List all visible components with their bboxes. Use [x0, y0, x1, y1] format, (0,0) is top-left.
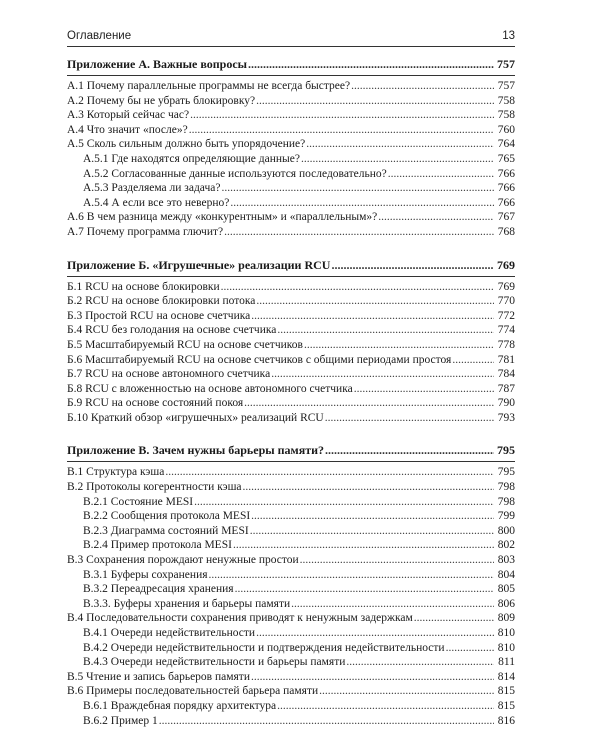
- section-title: Приложение В. Зачем нужны барьеры памяти?: [67, 443, 325, 458]
- dot-leader: [209, 568, 494, 583]
- dot-leader: [251, 309, 494, 324]
- entry-label: Б.5 Масштабируемый RCU на основе счетчиков: [67, 338, 303, 351]
- toc-entry[interactable]: [67, 152, 515, 167]
- section-spacer: [67, 425, 515, 439]
- section-title-row[interactable]: [67, 439, 515, 462]
- entry-page-number: 765: [497, 152, 515, 165]
- toc-entry[interactable]: [67, 568, 515, 583]
- entry-label: А.2 Почему бы не убрать блокировку?: [67, 94, 256, 107]
- entry-page-number: 809: [497, 612, 515, 625]
- entry-label: В.6.1 Враждебная порядку архитектура: [83, 699, 277, 712]
- entry-label: А.5.2 Согласованные данные используются последовательно?: [83, 167, 387, 180]
- section-page-number: 769: [497, 257, 515, 272]
- toc-entry[interactable]: [67, 495, 515, 510]
- toc-entry[interactable]: [67, 611, 515, 626]
- entry-page-number: 810: [497, 627, 515, 639]
- entry-label: В.3 Сохранения порождают ненужные простои: [67, 554, 299, 567]
- toc-entry[interactable]: [67, 79, 515, 94]
- dot-leader: [452, 353, 494, 368]
- entry-page-number: 799: [497, 510, 515, 523]
- entry-label: Б.10 Краткий обзор «игрушечных» реализаций RCU: [67, 411, 324, 424]
- dot-leader: [256, 626, 494, 641]
- dot-leader: [244, 396, 494, 411]
- toc-entry[interactable]: [67, 465, 515, 480]
- dot-leader: [277, 323, 494, 338]
- dot-leader: [446, 641, 494, 656]
- entry-page-number: 766: [497, 196, 515, 209]
- toc-entry[interactable]: [67, 655, 515, 670]
- entry-page-number: 814: [497, 670, 515, 683]
- entry-page-number: 768: [497, 225, 515, 238]
- toc-entry[interactable]: [67, 137, 515, 152]
- toc-entry[interactable]: [67, 480, 515, 495]
- toc-entry[interactable]: [67, 323, 515, 338]
- toc-entry[interactable]: [67, 597, 515, 612]
- entry-label: В.4.1 Очереди недействительности: [83, 627, 256, 639]
- dot-leader: [159, 714, 494, 729]
- dot-leader: [190, 108, 494, 123]
- toc-entry[interactable]: [67, 225, 515, 240]
- entry-page-number: 793: [497, 411, 515, 424]
- toc-entry[interactable]: [67, 684, 515, 699]
- toc-entry[interactable]: [67, 94, 515, 109]
- entry-label: Б.9 RCU на основе состояний покоя: [67, 397, 244, 410]
- section-title-row[interactable]: [67, 254, 515, 277]
- toc-entry[interactable]: [67, 353, 515, 368]
- toc-section: [67, 53, 515, 240]
- dot-leader: [331, 254, 494, 276]
- header-title: Оглавление: [67, 30, 132, 42]
- dot-leader: [224, 225, 494, 240]
- entry-page-number: 766: [497, 182, 515, 195]
- toc-entry[interactable]: [67, 123, 515, 138]
- toc-entry[interactable]: [67, 280, 515, 295]
- entry-page-number: 769: [497, 280, 515, 293]
- dot-leader: [354, 382, 494, 397]
- toc-entry[interactable]: [67, 670, 515, 685]
- toc-entry[interactable]: [67, 641, 515, 656]
- section-title: Приложение А. Важные вопросы: [67, 57, 248, 71]
- entry-label: В.6.2 Пример 1: [83, 714, 158, 727]
- header-rule: [67, 46, 515, 47]
- toc-entry[interactable]: [67, 396, 515, 411]
- toc-entry[interactable]: [67, 294, 515, 309]
- section-spacer: [67, 240, 515, 254]
- dot-leader: [165, 465, 494, 480]
- entry-page-number: 804: [497, 568, 515, 581]
- toc-entry[interactable]: [67, 411, 515, 426]
- entry-page-number: 810: [497, 641, 515, 654]
- dot-leader: [306, 137, 494, 152]
- entry-page-number: 772: [497, 309, 515, 322]
- dot-leader: [221, 181, 494, 196]
- dot-leader: [291, 597, 494, 612]
- entry-page-number: 767: [497, 211, 515, 224]
- entry-label: Б.1 RCU на основе блокировки: [67, 280, 220, 293]
- entry-label: А.1 Почему параллельные программы не всегда быстрее?: [67, 80, 351, 92]
- toc-entry[interactable]: [67, 538, 515, 553]
- dot-leader: [351, 79, 494, 94]
- section-title: Приложение Б. «Игрушечные» реализации RCU: [67, 257, 331, 272]
- entry-label: Б.2 RCU на основе блокировки потока: [67, 295, 256, 308]
- dot-leader: [256, 94, 494, 109]
- entry-page-number: 781: [497, 353, 515, 366]
- toc-entry[interactable]: [67, 108, 515, 123]
- dot-leader: [304, 338, 494, 353]
- dot-leader: [251, 509, 494, 524]
- dot-leader: [233, 538, 494, 553]
- entry-label: В.2 Протоколы когерентности кэша: [67, 481, 242, 494]
- dot-leader: [271, 367, 494, 382]
- entry-label: В.4 Последовательности сохранения приводят к ненужным задержкам: [67, 612, 413, 625]
- toc-entry[interactable]: [67, 714, 515, 729]
- toc-entry[interactable]: [67, 509, 515, 524]
- dot-leader: [300, 553, 494, 568]
- dot-leader: [346, 655, 494, 670]
- dot-leader: [248, 53, 494, 75]
- entry-label: А.5 Сколь сильным должно быть упорядочение?: [67, 138, 306, 151]
- entry-label: А.5.1 Где находятся определяющие данные?: [83, 152, 300, 165]
- entry-page-number: 774: [497, 324, 515, 337]
- dot-leader: [388, 167, 494, 182]
- dot-leader: [189, 123, 494, 138]
- entry-page-number: 770: [497, 295, 515, 308]
- dot-leader: [277, 699, 494, 714]
- dot-leader: [325, 411, 494, 426]
- entry-label: А.5.3 Разделяема ли задача?: [83, 182, 221, 195]
- dot-leader: [251, 670, 494, 685]
- entry-label: В.4.2 Очереди недействительности и подтверждения недействительности: [83, 641, 445, 654]
- entry-page-number: 805: [497, 583, 515, 596]
- toc-entry[interactable]: [67, 181, 515, 196]
- entry-label: В.4.3 Очереди недействительности и барьеры памяти: [83, 656, 346, 669]
- dot-leader: [230, 196, 494, 211]
- section-page-number: 795: [497, 443, 515, 458]
- entry-label: В.3.3. Буферы хранения и барьеры памяти: [83, 597, 291, 610]
- header-page-number: 13: [502, 30, 515, 42]
- toc-entry[interactable]: [67, 309, 515, 324]
- toc-section: [67, 254, 515, 426]
- toc-entry[interactable]: [67, 524, 515, 539]
- entry-label: А.7 Почему программа глючит?: [67, 225, 224, 238]
- entry-label: А.6 В чем разница между «конкурентным» и «параллельным»?: [67, 211, 378, 224]
- dot-leader: [414, 611, 494, 626]
- dot-leader: [378, 210, 494, 225]
- entry-page-number: 815: [497, 699, 515, 712]
- dot-leader: [194, 495, 494, 510]
- entry-label: А.4 Что значит «после»?: [67, 123, 188, 136]
- entry-page-number: 758: [497, 109, 515, 122]
- toc-section: [67, 439, 515, 728]
- entry-label: В.2.1 Состояние MESI: [83, 495, 194, 508]
- entry-label: Б.4 RCU без голодания на основе счетчика: [67, 324, 277, 337]
- toc-entry[interactable]: [67, 382, 515, 397]
- entry-label: В.3.1 Буферы сохранения: [83, 568, 208, 581]
- dot-leader: [301, 152, 494, 167]
- dot-leader: [250, 524, 494, 539]
- dot-leader: [221, 280, 494, 295]
- dot-leader: [235, 582, 494, 597]
- running-header: [67, 30, 515, 42]
- dot-leader: [243, 480, 494, 495]
- entry-label: В.3.2 Переадресация хранения: [83, 583, 234, 596]
- dot-leader: [319, 684, 494, 699]
- dot-leader: [325, 439, 494, 461]
- table-of-contents: [67, 53, 515, 728]
- section-page-number: 757: [497, 57, 515, 71]
- entry-page-number: 790: [497, 397, 515, 410]
- entry-page-number: 784: [497, 368, 515, 381]
- entry-page-number: 795: [497, 466, 515, 479]
- entry-page-number: 798: [497, 495, 515, 508]
- dot-leader: [256, 294, 494, 309]
- entry-page-number: 798: [497, 481, 515, 494]
- toc-entry[interactable]: [67, 167, 515, 182]
- toc-entry[interactable]: [67, 196, 515, 211]
- entry-label: В.6 Примеры последовательностей барьера памяти: [67, 685, 319, 698]
- section-title-row[interactable]: [67, 53, 515, 76]
- toc-entry[interactable]: [67, 699, 515, 714]
- entry-label: А.5.4 А если все это неверно?: [83, 196, 230, 209]
- entry-label: В.1 Структура кэша: [67, 466, 165, 479]
- entry-label: В.2.3 Диаграмма состояний MESI: [83, 524, 249, 537]
- entry-label: В.5 Чтение и запись барьеров памяти: [67, 670, 250, 683]
- entry-page-number: 778: [497, 338, 515, 351]
- toc-entry[interactable]: [67, 582, 515, 597]
- toc-entry[interactable]: [67, 210, 515, 225]
- entry-page-number: 760: [497, 123, 515, 136]
- entry-label: А.3 Который сейчас час?: [67, 109, 190, 122]
- entry-label: Б.3 Простой RCU на основе счетчика: [67, 309, 251, 322]
- entry-label: В.2.2 Сообщения протокола MESI: [83, 510, 251, 523]
- entry-label: Б.6 Масштабируемый RCU на основе счетчиков с общими периодами простоя: [67, 353, 452, 366]
- entry-page-number: 803: [497, 554, 515, 567]
- toc-entry[interactable]: [67, 367, 515, 382]
- entry-page-number: 811: [498, 656, 515, 669]
- entry-label: Б.8 RCU с вложенностью на основе автономного счетчика: [67, 382, 353, 395]
- entry-page-number: 815: [497, 685, 515, 698]
- toc-entry[interactable]: [67, 626, 515, 641]
- entry-page-number: 816: [497, 714, 515, 727]
- toc-entry[interactable]: [67, 553, 515, 568]
- entry-label: Б.7 RCU на основе автономного счетчика: [67, 368, 271, 381]
- toc-entry[interactable]: [67, 338, 515, 353]
- entry-page-number: 757: [497, 80, 515, 92]
- entry-page-number: 764: [497, 138, 515, 151]
- entry-page-number: 802: [497, 539, 515, 552]
- entry-label: В.2.4 Пример протокола MESI: [83, 539, 232, 552]
- entry-page-number: 787: [497, 382, 515, 395]
- entry-page-number: 806: [497, 597, 515, 610]
- entry-page-number: 766: [497, 167, 515, 180]
- entry-page-number: 800: [497, 524, 515, 537]
- entry-page-number: 758: [497, 94, 515, 107]
